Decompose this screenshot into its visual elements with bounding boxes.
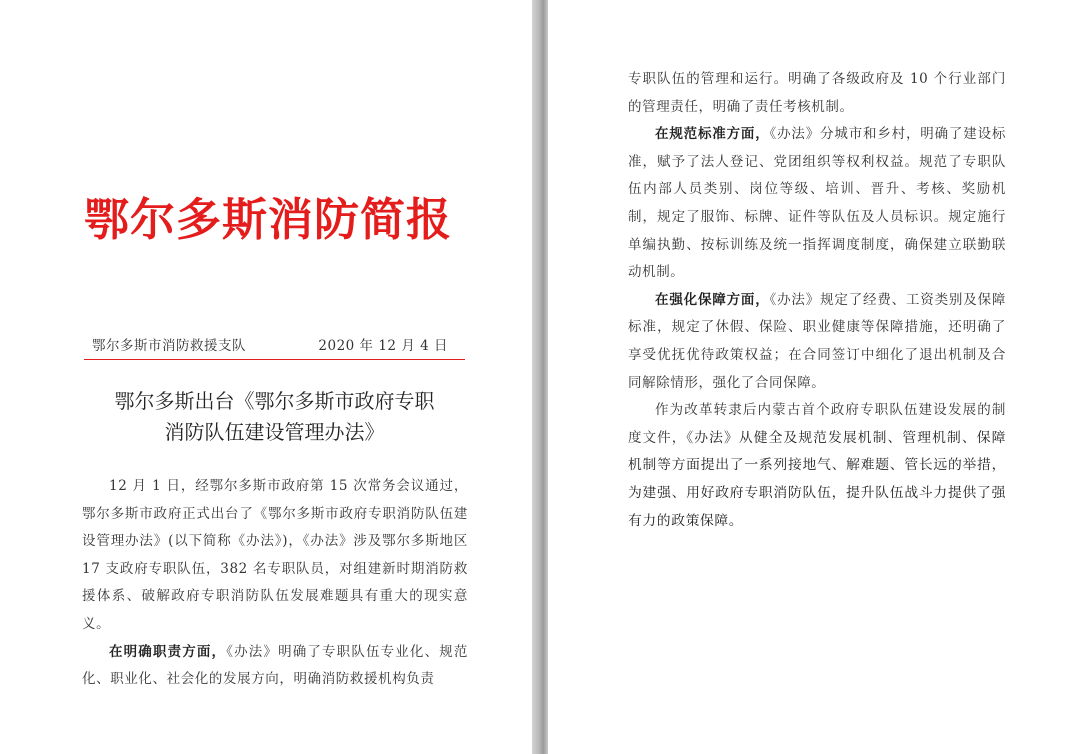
paragraph-conclusion xyxy=(628,397,1006,535)
guarantee-text: 《办法》规定了经费、工资类别及保障标准，规定了休假、保险、职业健康等保障措施，还明确了享受优抚优待政策权益；在合同签订中细化了退出机制及合同解除情形，强化了合同保障。 xyxy=(628,291,1006,391)
masthead-title: 鄂尔多斯消防简报 xyxy=(84,193,453,246)
issue-date: 2020 年 12 月 4 日 xyxy=(318,338,448,354)
right-body-text xyxy=(628,66,1006,535)
paragraph-continued: 专职队伍的管理和运行。明确了各级政府及 10 个行业部门的管理责任，明确了责任考核机制。 xyxy=(628,71,1006,115)
standards-text: 《办法》分城市和乡村，明确了建设标准，赋予了法人登记、党团组织等权利权益。规范了专职队伍内部人员类别、岗位等级、培训、晋升、考核、奖励机制，规定了服饰、标牌、证件等队伍及人员标识。规定施行单编执勤、按标训练及统一指挥调度制度，确保建立联勤联动机制。 xyxy=(628,126,1006,281)
duties-lead: 在明确职责方面， xyxy=(109,643,227,660)
conclusion-text: 作为改革转隶后内蒙古首个政府专职队伍建设发展的制度文件， xyxy=(628,402,1006,446)
duties-text: 《办法》明确了专职队伍专业化、规范化、职业化、社会化的发展方向，明确消防救援机构负责 xyxy=(82,643,468,688)
article-headline xyxy=(84,386,465,448)
paragraph-intro: 12 月 1 日，经鄂尔多斯市政府第 15 次常务会议通过，鄂尔多斯市政府正式出台了《鄂尔多斯市政府专职消防队伍建设管理办法》(以下简称《办法》)，《办法》涉及鄂尔多斯地区 17 支政府专职队伍，382 名专职队员，对组建新时期消防救援体系、破解政府专职消防队伍发展难题具有重大的现实意义。 xyxy=(82,478,468,632)
paragraph-duties xyxy=(82,639,468,694)
page-left xyxy=(0,0,532,754)
issuer-name: 鄂尔多斯市消防救援支队 xyxy=(92,338,246,354)
page-gutter xyxy=(532,0,548,754)
paragraph-guarantee xyxy=(628,287,1006,397)
paragraph-standards xyxy=(628,121,1006,287)
standards-lead: 在规范标准方面， xyxy=(655,126,770,143)
conclusion-tail: 《办法》从健全及规范发展机制、管理机制、保障机制等方面提出了一系列接地气、解难题、管长远的举措，为建强、用好政府专职消防队伍，提升队伍战斗力提供了强有力的政策保障。 xyxy=(628,429,1006,529)
guarantee-lead: 在强化保障方面， xyxy=(655,291,770,308)
headline-line-2: 消防队伍建设管理办法》 xyxy=(164,420,385,444)
headline-line-1: 鄂尔多斯出台《鄂尔多斯市政府专职 xyxy=(114,389,435,413)
left-body-text xyxy=(82,473,468,694)
red-divider xyxy=(84,359,465,360)
